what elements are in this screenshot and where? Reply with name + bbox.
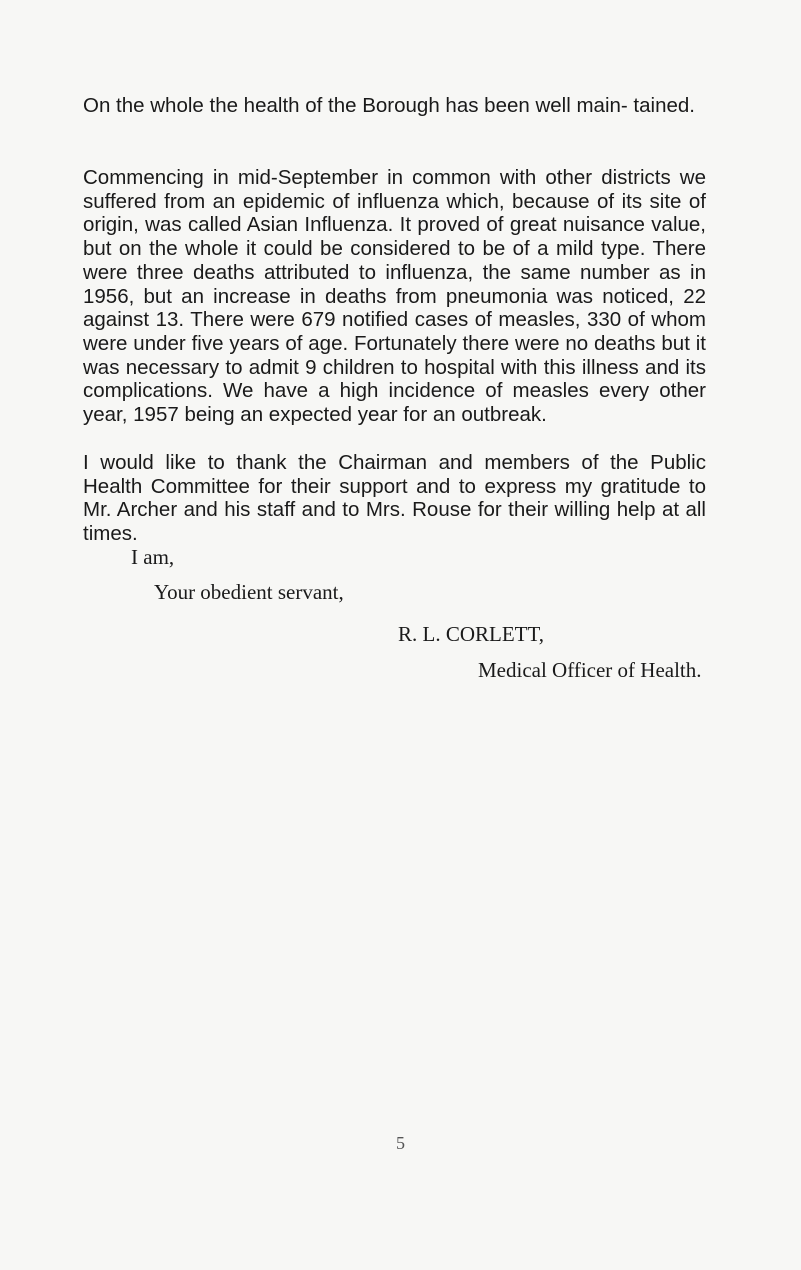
signature-closing: Your obedient servant, — [154, 580, 344, 604]
signature-title: Medical Officer of Health. — [478, 658, 702, 682]
signature-salutation: I am, — [131, 545, 175, 569]
paragraph-health-overview: On the whole the health of the Borough has been well main- tained. — [83, 94, 695, 117]
page-number: 5 — [396, 1133, 405, 1153]
paragraph-influenza-measles: Commencing in mid-September in common with other districts we suffered from an epidemic of influenza which, because of its site of origin, was called Asian Influenza. It proved of great nuisance value, but on the whole it could be considered to be of a mild type. There were three deaths attributed to influenza, the same number as in 1956, but an increase in deaths from pneumonia was noticed, 22 against 13. There were 679 notified cases of measles, 330 of whom were under five years of age. Fortunately there were no deaths but it was necessary to admit 9 children to hospital with this illness and its complications. We have a high incidence of measles every other year, 1957 being an expected year for an outbreak. — [83, 166, 706, 427]
signature-name: R. L. CORLETT, — [398, 622, 545, 646]
paragraph-acknowledgements: I would like to thank the Chairman and members of the Public Health Committee for their support and to express my gratitude to Mr. Archer and his staff and to Mrs. Rouse for their willing help at all times. — [83, 451, 706, 546]
